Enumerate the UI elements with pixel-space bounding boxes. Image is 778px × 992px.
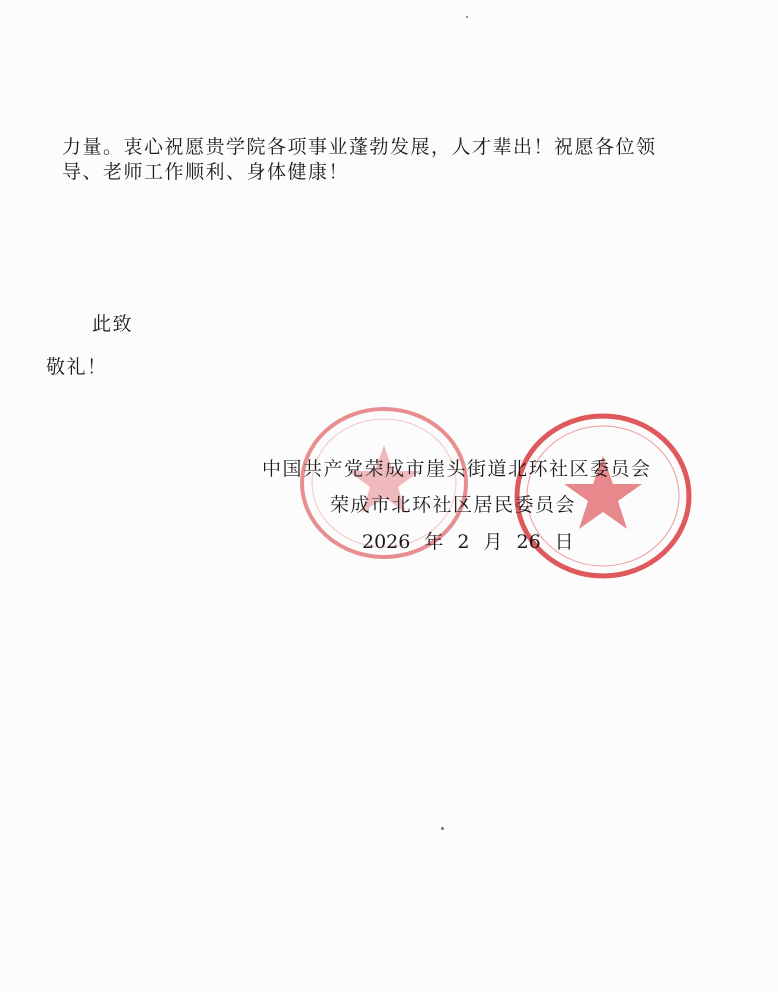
date-day-unit: 日 bbox=[554, 531, 574, 553]
body-paragraph-line-2: 导、老师工作顺利、身体健康！ bbox=[62, 161, 350, 183]
date-year-unit: 年 bbox=[424, 531, 444, 553]
paper-speck bbox=[466, 16, 468, 18]
signature-residents-committee: 荣成市北环社区居民委员会 bbox=[330, 494, 577, 516]
date-month: 2 bbox=[457, 531, 470, 553]
body-paragraph-line-1: 力量。衷心祝愿贵学院各项事业蓬勃发展，人才辈出！祝愿各位领 bbox=[62, 136, 657, 158]
date-year: 2026 bbox=[362, 531, 411, 553]
date-day: 26 bbox=[516, 531, 541, 553]
signature-party-committee: 中国共产党荣成市崖头街道北环社区委员会 bbox=[262, 458, 652, 480]
date-month-unit: 月 bbox=[483, 531, 503, 553]
paper-speck bbox=[441, 827, 444, 830]
closing-ci-zhi: 此致 bbox=[92, 313, 134, 335]
closing-jing-li: 敬礼！ bbox=[46, 356, 108, 378]
signature-date bbox=[362, 533, 574, 552]
